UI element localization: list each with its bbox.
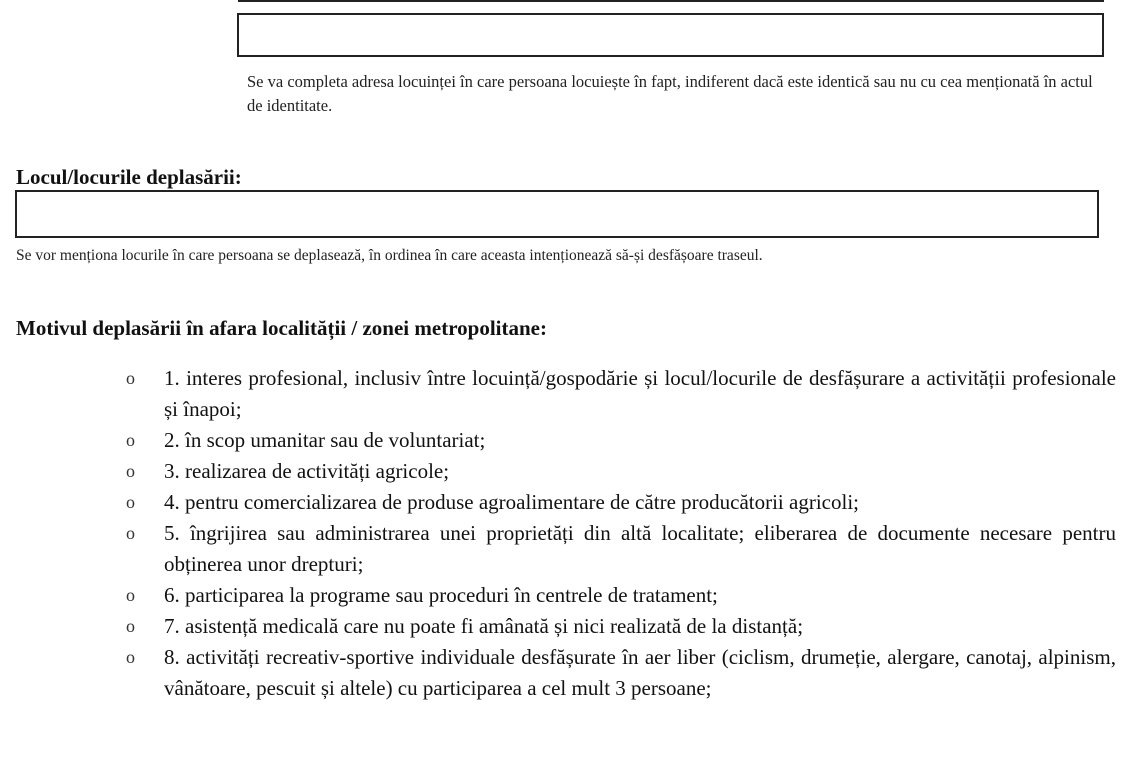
- bullet-icon: o: [126, 430, 135, 450]
- reason-text: 5. îngrijirea sau administrarea unei proprietăți din altă localitate; eliberarea de documente necesare pentru obținerea unor drepturi;: [164, 521, 1116, 576]
- bullet-icon: o: [126, 368, 135, 388]
- reason-text: 2. în scop umanitar sau de voluntariat;: [164, 428, 486, 452]
- address-field[interactable]: [237, 13, 1104, 57]
- bullet-icon: o: [126, 585, 135, 605]
- reason-item-7[interactable]: [126, 611, 1116, 642]
- address-note: Se va completa adresa locuinței în care persoana locuiește în fapt, indiferent dacă este identică sau nu cu cea menționată în actul de identitate.: [247, 72, 1093, 115]
- bullet-icon: o: [126, 647, 135, 667]
- reason-text: 1. interes profesional, inclusiv între locuință/gospodărie și locul/locurile de desfășurare a activității profesionale și înapoi;: [164, 366, 1116, 421]
- reason-item-2[interactable]: [126, 425, 1116, 456]
- destinations-heading: Locul/locurile deplasării:: [16, 165, 242, 189]
- destinations-note: Se vor menționa locurile în care persoana se deplasează, în ordinea în care aceasta intenționează să-și desfășoare traseul.: [16, 247, 763, 264]
- reason-text: 3. realizarea de activități agricole;: [164, 459, 450, 483]
- reason-item-3[interactable]: [126, 456, 1116, 487]
- destinations-field[interactable]: [15, 190, 1099, 238]
- bullet-icon: o: [126, 523, 135, 543]
- reason-text: 6. participarea la programe sau proceduri în centrele de tratament;: [164, 583, 718, 607]
- reason-text: 4. pentru comercializarea de produse agroalimentare de către producătorii agricoli;: [164, 490, 859, 514]
- bullet-icon: o: [126, 492, 135, 512]
- reason-text: 8. activități recreativ-sportive individuale desfășurate în aer liber (ciclism, drumeție, alergare, canotaj, alpinism, vânătoare, pescuit și altele) cu participarea a cel mult 3 persoane;: [164, 645, 1116, 700]
- bullet-icon: o: [126, 616, 135, 636]
- reasons-list: [126, 363, 1116, 704]
- reason-item-8[interactable]: [126, 642, 1116, 704]
- reason-item-5[interactable]: [126, 518, 1116, 580]
- previous-field-box[interactable]: [238, 0, 1104, 2]
- reason-item-6[interactable]: [126, 580, 1116, 611]
- reason-item-1[interactable]: [126, 363, 1116, 425]
- reason-item-4[interactable]: [126, 487, 1116, 518]
- reasons-heading: Motivul deplasării în afara localității / zonei metropolitane:: [16, 316, 547, 340]
- reason-text: 7. asistență medicală care nu poate fi amânată și nici realizată de la distanță;: [164, 614, 804, 638]
- bullet-icon: o: [126, 461, 135, 481]
